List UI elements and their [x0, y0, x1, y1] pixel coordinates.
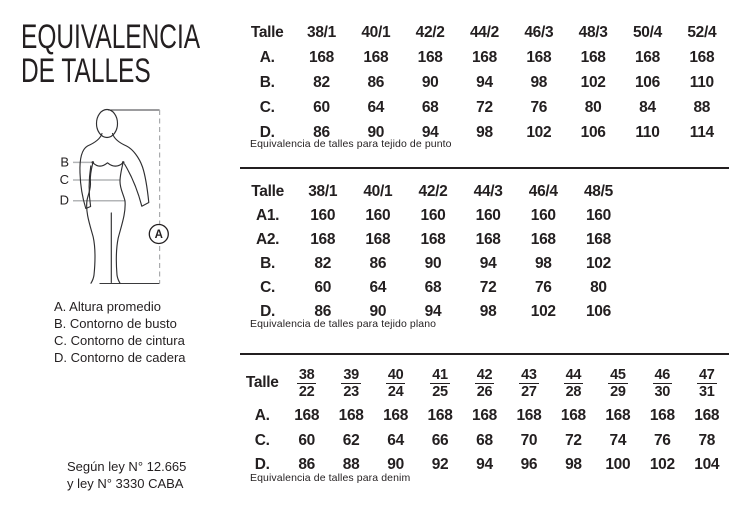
measurement-value: 168 — [530, 231, 556, 248]
size-column-header: 40/1 — [363, 183, 393, 200]
law-note-line2: y ley N° 3330 CABA — [67, 476, 184, 491]
measurement-value: 60 — [298, 431, 315, 449]
measurement-value: 160 — [530, 207, 556, 224]
measurement-value: 64 — [369, 279, 387, 296]
measurement-value: 86 — [313, 123, 330, 141]
measurement-row — [240, 228, 626, 252]
measurement-value: 60 — [313, 98, 330, 116]
measurement-value: 168 — [471, 48, 497, 66]
measurement-row-label: C. — [254, 431, 270, 449]
size-fraction — [386, 368, 406, 401]
measurement-value: 72 — [479, 279, 497, 296]
figure-bust-curve — [93, 163, 123, 167]
measurement-row — [240, 45, 729, 70]
measurement-row — [240, 70, 729, 95]
body-measurement-diagram — [38, 95, 220, 297]
measurement-value: 76 — [530, 98, 548, 116]
measurement-value: 62 — [342, 431, 360, 449]
measurement-value: 160 — [585, 207, 611, 224]
measurement-row — [240, 404, 729, 429]
legend-item-bust: B. Contorno de busto — [54, 316, 177, 331]
measurement-value: 110 — [635, 123, 660, 141]
size-fraction-denominator: 27 — [521, 384, 537, 401]
law-note — [67, 458, 186, 492]
size-column-header: 46/4 — [528, 183, 558, 200]
measurement-row — [240, 429, 729, 454]
measurement-value: 168 — [694, 407, 720, 425]
measurement-value: 94 — [476, 456, 493, 474]
measurement-value: 110 — [689, 73, 714, 91]
measurement-value: 60 — [314, 279, 332, 296]
measurement-legend — [54, 298, 186, 366]
measurement-row — [240, 252, 626, 276]
measurement-value: 160 — [310, 207, 336, 224]
size-header-label: Talle — [245, 374, 279, 391]
size-fraction — [475, 368, 495, 401]
size-header-row — [240, 362, 729, 404]
legend-item-waist: C. Contorno de cintura — [54, 333, 185, 348]
measurement-value: 168 — [580, 48, 606, 66]
body-outline — [80, 110, 149, 284]
measurement-value: 86 — [298, 456, 315, 474]
measurement-value: 94 — [476, 73, 493, 91]
measurement-value: 86 — [314, 303, 332, 320]
measurement-row-label: C. — [260, 279, 276, 296]
measurement-value: 168 — [689, 48, 715, 66]
measurement-value: 82 — [314, 255, 332, 272]
measurement-value: 168 — [585, 231, 611, 248]
measurement-value: 72 — [565, 431, 582, 449]
measurement-row-label: A. — [254, 407, 270, 425]
measurement-row-label: A2. — [255, 231, 280, 248]
measurement-row — [240, 95, 729, 120]
measurement-row-label: A1. — [255, 207, 280, 224]
measurement-value: 106 — [585, 303, 611, 320]
measurement-value: 168 — [634, 48, 660, 66]
size-fraction — [697, 368, 717, 401]
measurement-value: 90 — [367, 123, 385, 141]
measurement-value: 68 — [421, 98, 439, 116]
measurement-value: 168 — [605, 407, 631, 425]
measurement-value: 86 — [369, 255, 387, 272]
measurement-value: 92 — [431, 456, 449, 474]
measurement-value: 94 — [424, 303, 442, 320]
size-column-header: 50/4 — [632, 23, 662, 41]
measurement-value: 98 — [476, 123, 493, 141]
table-caption-tejido-plano: Equivalencia de talles para tejido plano — [250, 318, 437, 330]
size-fraction — [564, 368, 584, 401]
size-fraction-denominator: 28 — [565, 384, 582, 401]
measurement-value: 160 — [420, 207, 446, 224]
table-caption-denim: Equivalencia de talles para denim — [250, 472, 411, 484]
measurement-value: 90 — [421, 73, 439, 91]
measurement-value: 168 — [649, 407, 675, 425]
measurement-row-label: D. — [254, 456, 270, 474]
measurement-value: 160 — [475, 207, 501, 224]
measurement-row-label: B. — [260, 255, 276, 272]
measurement-value: 168 — [526, 48, 552, 66]
page-title-line2: DE TALLES — [21, 52, 151, 90]
measurement-value: 98 — [530, 73, 548, 91]
size-fraction-numerator: 45 — [610, 366, 626, 383]
size-column-header: 52/4 — [687, 23, 717, 41]
size-fraction-numerator: 46 — [654, 366, 671, 383]
size-column-header — [329, 362, 373, 404]
figure-label-hip: D — [59, 192, 69, 208]
measurement-row-label: D. — [259, 123, 275, 141]
law-note-line1: Según ley N° 12.665 — [67, 459, 187, 474]
size-fraction-denominator: 25 — [432, 384, 448, 401]
size-fraction-denominator: 23 — [343, 384, 359, 401]
measurement-value: 98 — [479, 303, 497, 320]
measurement-value: 106 — [580, 123, 606, 141]
measurement-value: 98 — [565, 456, 582, 474]
measurement-value: 82 — [313, 73, 330, 91]
page-title — [21, 20, 200, 88]
size-column-header — [551, 362, 595, 404]
measurement-value: 64 — [367, 98, 385, 116]
size-column-header: 44/3 — [473, 183, 503, 200]
measurement-value: 90 — [369, 303, 387, 320]
measurement-value: 114 — [689, 123, 714, 141]
measurement-value: 70 — [520, 431, 538, 449]
size-column-header — [596, 362, 640, 404]
measurement-value: 168 — [417, 48, 443, 66]
figure-left-leg — [87, 201, 95, 284]
measurement-value: 66 — [431, 431, 449, 449]
measurement-value: 74 — [609, 431, 627, 449]
measurement-row-label: B. — [259, 73, 275, 91]
measurement-value: 94 — [479, 255, 497, 272]
measurement-row-label: A. — [259, 48, 275, 66]
size-column-header: 44/2 — [469, 23, 499, 41]
figure-label-height: A — [154, 229, 163, 242]
figure-right-leg — [116, 201, 125, 283]
size-column-header: 46/3 — [524, 23, 554, 41]
figure-label-bust: B — [60, 154, 69, 170]
measurement-value: 76 — [534, 279, 552, 296]
measurement-value: 76 — [653, 431, 671, 449]
measurement-value: 168 — [294, 407, 320, 425]
size-table — [240, 180, 626, 324]
measurement-value: 168 — [516, 407, 542, 425]
size-column-header: 48/3 — [578, 23, 608, 41]
size-fraction — [608, 368, 628, 401]
size-fraction — [430, 368, 450, 401]
size-header-label: Talle — [251, 183, 284, 200]
measurement-value: 78 — [698, 431, 716, 449]
size-fraction-denominator: 31 — [699, 384, 715, 401]
measurement-row-label: D. — [260, 303, 276, 320]
size-fraction — [297, 368, 317, 401]
size-column-header — [373, 362, 417, 404]
measurement-row — [240, 204, 626, 228]
bust-curve-dot-right — [122, 161, 125, 164]
size-fraction-denominator: 30 — [654, 384, 671, 401]
size-column-header — [685, 362, 729, 404]
legend-item-height: A. Altura promedio — [54, 299, 161, 314]
measurement-value: 72 — [476, 98, 493, 116]
size-fraction-numerator: 41 — [432, 366, 448, 383]
measurement-value: 168 — [309, 48, 334, 66]
size-table-tejido-plano — [240, 180, 626, 324]
size-column-header: 42/2 — [418, 183, 448, 200]
size-table-tejido-punto — [240, 20, 729, 145]
measurement-value: 168 — [338, 407, 364, 425]
size-fraction-numerator: 40 — [387, 366, 404, 383]
size-header-row — [240, 20, 729, 45]
figure-torso-right — [120, 163, 125, 201]
measurement-value: 168 — [383, 407, 409, 425]
measurement-value: 88 — [342, 456, 360, 474]
size-column-header — [418, 362, 462, 404]
size-column-header — [640, 362, 684, 404]
measurement-value: 68 — [424, 279, 442, 296]
size-fraction-numerator: 38 — [298, 366, 315, 383]
size-fraction-numerator: 44 — [565, 366, 582, 383]
table-caption-tejido-punto: Equivalencia de talles para tejido de punto — [250, 138, 452, 150]
size-fraction-numerator: 42 — [476, 366, 493, 383]
size-column-header: 38/1 — [308, 183, 338, 200]
measurement-value: 168 — [310, 231, 336, 248]
size-column-header — [462, 362, 506, 404]
measurement-value: 90 — [424, 255, 442, 272]
size-fraction — [519, 368, 539, 401]
size-column-header: 42/2 — [415, 23, 445, 41]
table-separator-2 — [240, 353, 729, 355]
size-fraction-numerator: 47 — [699, 366, 715, 383]
size-fraction-numerator: 43 — [521, 366, 537, 383]
size-fraction-denominator: 24 — [387, 384, 404, 401]
measurement-value: 168 — [472, 407, 497, 425]
size-fraction — [653, 368, 673, 401]
measurement-value: 68 — [476, 431, 493, 449]
size-fraction-denominator: 22 — [298, 384, 315, 401]
table-separator-1 — [240, 167, 729, 169]
figure-head — [97, 110, 118, 138]
measurement-value: 102 — [526, 123, 552, 141]
measurement-value: 168 — [365, 231, 391, 248]
measurement-value: 80 — [584, 98, 602, 116]
size-fraction-denominator: 26 — [476, 384, 493, 401]
size-column-header — [284, 362, 328, 404]
measurement-value: 94 — [421, 123, 439, 141]
measurement-value: 86 — [367, 73, 385, 91]
size-column-header: 38/1 — [307, 23, 336, 41]
measurement-value: 160 — [365, 207, 391, 224]
measurement-value: 90 — [387, 456, 404, 474]
size-header-row — [240, 180, 626, 204]
size-table — [240, 20, 729, 145]
size-column-header: 40/1 — [361, 23, 391, 41]
measurement-value: 88 — [693, 98, 711, 116]
measurement-value: 104 — [694, 456, 720, 474]
size-fraction — [341, 368, 361, 401]
size-header-label: Talle — [250, 23, 284, 41]
measurement-value: 168 — [475, 231, 501, 248]
measurement-value: 80 — [590, 279, 607, 296]
measurement-value: 102 — [530, 303, 556, 320]
measurement-value: 98 — [534, 255, 552, 272]
measurement-value: 168 — [427, 407, 453, 425]
size-column-header: 48/5 — [583, 183, 613, 200]
size-table — [240, 362, 729, 478]
measurement-value: 102 — [580, 73, 606, 91]
measurement-value: 168 — [560, 407, 586, 425]
legend-item-hip: D. Contorno de cadera — [54, 350, 186, 365]
figure-label-waist: C — [59, 172, 69, 187]
measurement-value: 102 — [585, 255, 611, 272]
size-column-header — [507, 362, 551, 404]
page-title-line1: EQUIVALENCIA — [21, 18, 201, 56]
measurement-value: 102 — [649, 456, 675, 474]
figure-right-arm — [113, 134, 149, 207]
measurement-value: 64 — [387, 431, 404, 449]
measurement-value: 168 — [363, 48, 389, 66]
measurement-value: 106 — [634, 73, 660, 91]
size-fraction-denominator: 29 — [610, 384, 626, 401]
measurement-value: 168 — [420, 231, 446, 248]
size-fraction-numerator: 39 — [343, 366, 359, 383]
measurement-value: 84 — [639, 98, 656, 116]
measurement-row-label: C. — [259, 98, 275, 116]
measurement-value: 100 — [605, 456, 631, 474]
size-table-denim — [240, 362, 729, 478]
measurement-row — [240, 276, 626, 300]
bust-curve-dot-left — [92, 161, 95, 164]
measurement-value: 96 — [520, 456, 538, 474]
